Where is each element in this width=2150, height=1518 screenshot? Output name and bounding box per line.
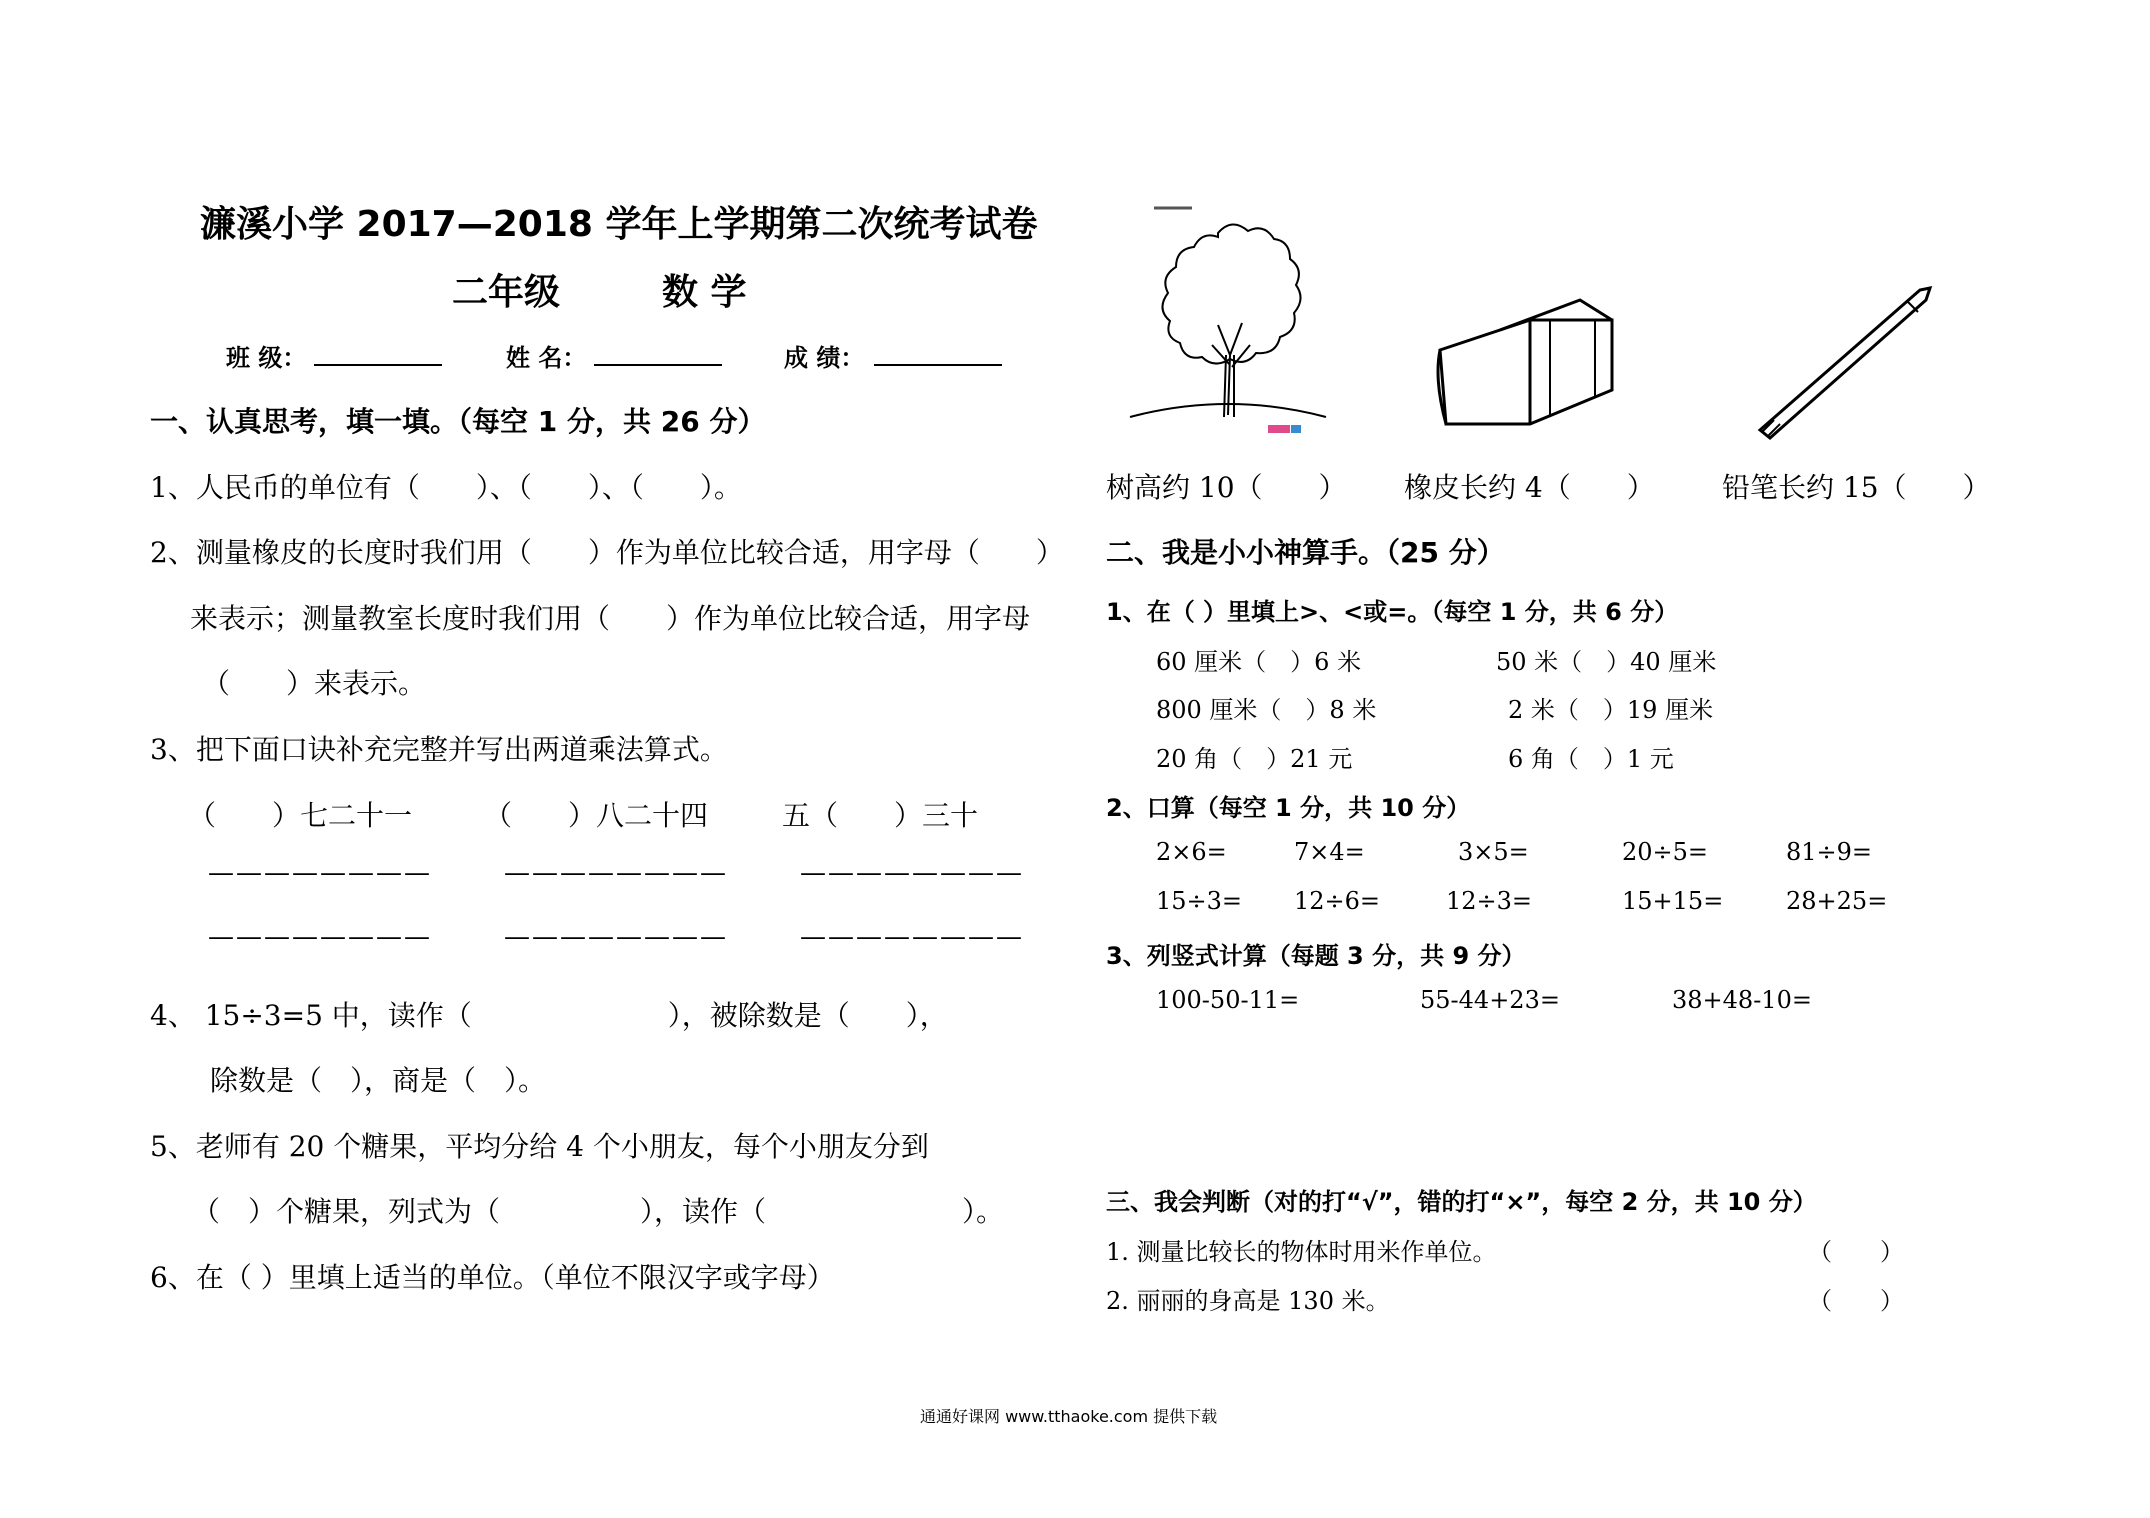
answer-line: ———————— xyxy=(800,922,1024,952)
score-field[interactable] xyxy=(874,364,1002,366)
question-3-item-2: （ ）八二十四 xyxy=(484,799,709,832)
vertical-item: 100-50-11= xyxy=(1156,986,1300,1014)
part1-heading: 一、认真思考，填一填。（每空 1 分，共 26 分） xyxy=(150,405,766,438)
compare-item: 6 角（ ）1 元 xyxy=(1508,745,1674,773)
oral-item: 3×5= xyxy=(1458,838,1529,866)
compare-item: 800 厘米（ ）8 米 xyxy=(1156,696,1377,724)
question-3-item-1: （ ）七二十一 xyxy=(188,799,413,832)
part2-heading: 二、我是小小神算手。（25 分） xyxy=(1106,536,1505,569)
judge-item-1: 1. 测量比较长的物体时用米作单位。 xyxy=(1106,1238,1497,1266)
compare-item: 50 米（ ）40 厘米 xyxy=(1496,648,1717,676)
tree-picture xyxy=(1128,205,1328,441)
compare-item: 60 厘米（ ）6 米 xyxy=(1156,648,1362,676)
part2-sub3: 3、列竖式计算（每题 3 分，共 9 分） xyxy=(1106,942,1526,970)
compare-item: 2 米（ ）19 厘米 xyxy=(1508,696,1714,724)
question-6: 6、在（ ）里填上适当的单位。（单位不限汉字或字母） xyxy=(150,1261,835,1294)
oral-item: 15÷3= xyxy=(1156,887,1243,915)
class-label: 班 级： xyxy=(226,344,307,372)
eraser-picture xyxy=(1430,280,1620,430)
part2-sub2: 2、口算（每空 1 分，共 10 分） xyxy=(1106,794,1471,822)
oral-item: 12÷3= xyxy=(1446,887,1533,915)
page-title: 濂溪小学 2017—2018 学年上学期第二次统考试卷 xyxy=(200,204,1038,245)
question-2-line2: 来表示；测量教室长度时我们用（ ）作为单位比较合适，用字母 xyxy=(190,602,1031,635)
oral-item: 7×4= xyxy=(1294,838,1365,866)
tree-question: 树高约 10（ ） xyxy=(1106,471,1347,504)
oral-item: 12÷6= xyxy=(1294,887,1381,915)
oral-item: 28+25= xyxy=(1786,887,1888,915)
answer-line: ———————— xyxy=(504,858,728,888)
compare-item: 20 角（ ）21 元 xyxy=(1156,745,1353,773)
answer-line: ———————— xyxy=(504,922,728,952)
answer-line: ———————— xyxy=(208,858,432,888)
question-4-line1: 4、 15÷3=5 中，读作（ ），被除数是（ ）， xyxy=(150,999,948,1032)
vertical-item: 38+48-10= xyxy=(1672,986,1812,1014)
question-3: 3、把下面口诀补充完整并写出两道乘法算式。 xyxy=(150,733,728,766)
name-label: 姓 名： xyxy=(506,344,587,372)
footer-text: 通通好课网 www.tthaoke.com 提供下载 xyxy=(920,1407,1218,1426)
oral-item: 15+15= xyxy=(1622,887,1724,915)
question-2-line1: 2、测量橡皮的长度时我们用（ ）作为单位比较合适，用字母（ ） xyxy=(150,536,1064,569)
part2-sub1: 1、在（ ）里填上>、<或=。（每空 1 分，共 6 分） xyxy=(1106,598,1679,626)
answer-line: ———————— xyxy=(208,922,432,952)
question-5-line1: 5、老师有 20 个糖果，平均分给 4 个小朋友，每个小朋友分到 xyxy=(150,1130,929,1163)
grade-label: 二年级 xyxy=(452,272,561,313)
score-label: 成 绩： xyxy=(784,344,865,372)
oral-item: 20÷5= xyxy=(1622,838,1709,866)
subject-label: 数 学 xyxy=(662,272,747,313)
oral-item: 2×6= xyxy=(1156,838,1227,866)
question-3-item-3: 五（ ）三十 xyxy=(782,799,979,832)
vertical-item: 55-44+23= xyxy=(1420,986,1560,1014)
pencil-picture xyxy=(1748,280,1948,440)
answer-line: ———————— xyxy=(800,858,1024,888)
class-field[interactable] xyxy=(314,364,442,366)
question-5-line2: （ ）个糖果，列式为（ ），读作（ ）。 xyxy=(192,1195,1005,1228)
judge-blank-1[interactable]: （ ） xyxy=(1808,1238,1904,1266)
pencil-question: 铅笔长约 15（ ） xyxy=(1722,471,1991,504)
question-2-line3: （ ）来表示。 xyxy=(202,667,427,700)
judge-item-2: 2. 丽丽的身高是 130 米。 xyxy=(1106,1287,1390,1315)
part3-heading: 三、我会判断（对的打“√”，错的打“×”，每空 2 分，共 10 分） xyxy=(1106,1188,1817,1216)
question-1: 1、人民币的单位有（ ）、（ ）、（ ）。 xyxy=(150,471,742,504)
eraser-question: 橡皮长约 4（ ） xyxy=(1404,471,1655,504)
question-4-line2: 除数是（ ），商是（ ）。 xyxy=(210,1064,547,1097)
name-field[interactable] xyxy=(594,364,722,366)
judge-blank-2[interactable]: （ ） xyxy=(1808,1287,1904,1315)
oral-item: 81÷9= xyxy=(1786,838,1873,866)
